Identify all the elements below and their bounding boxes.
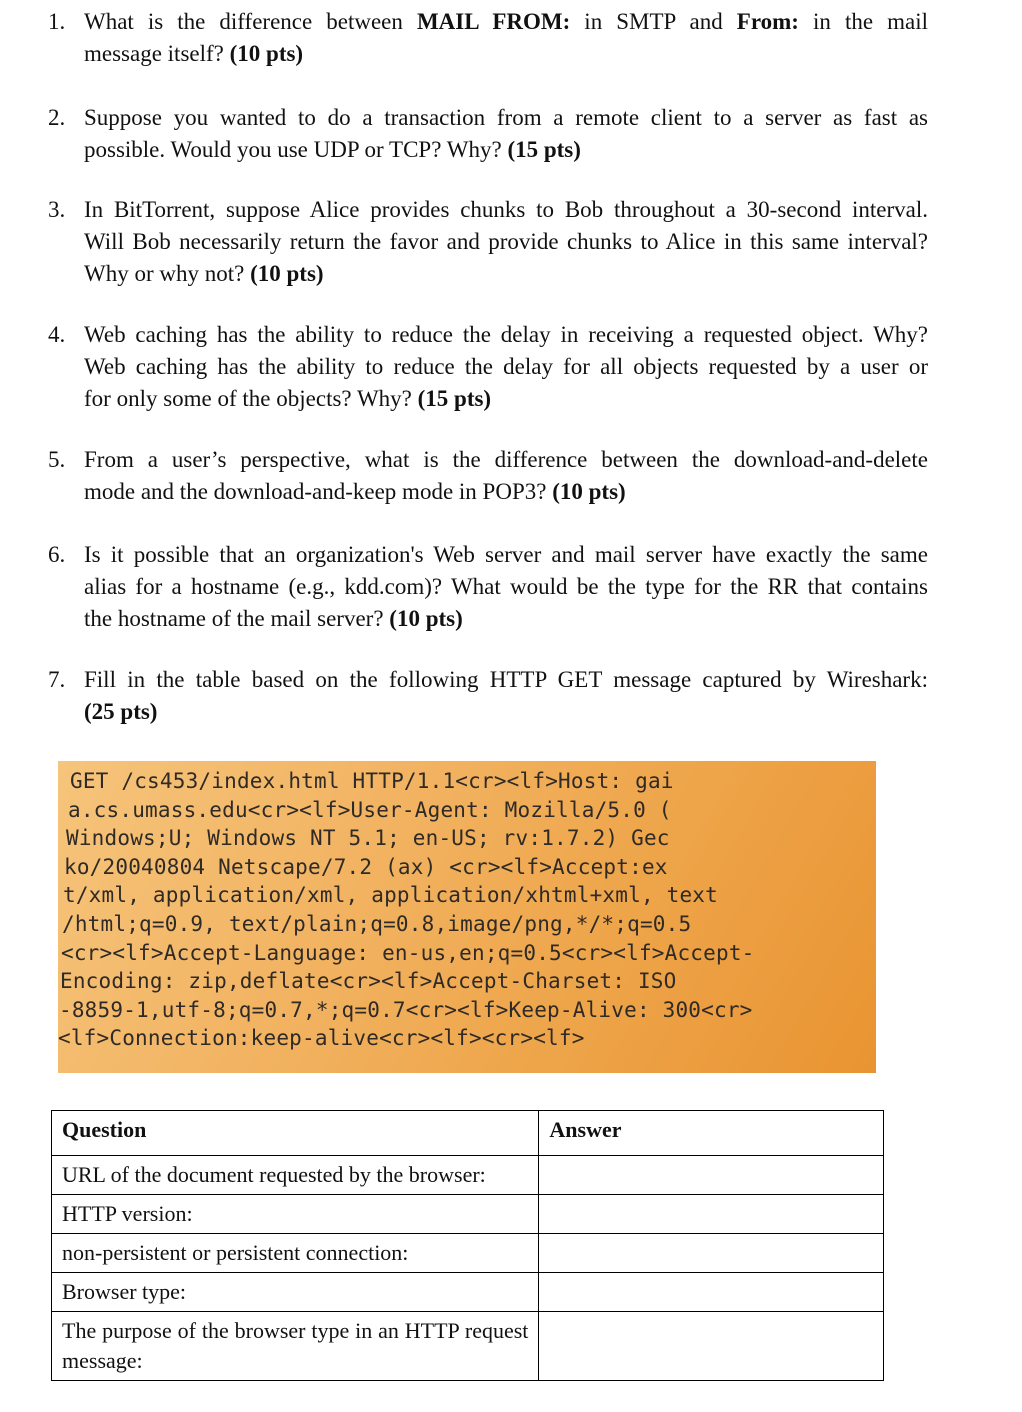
text-segment: in SMTP and (570, 9, 737, 34)
row-question: The purpose of the browser type in an HTTP request message: (52, 1312, 539, 1381)
capture-line: <cr><lf>Accept-Language: en-us,en;q=0.5<cr><lf>Accept- (61, 940, 755, 965)
question-text (84, 319, 928, 415)
question-line (84, 226, 928, 258)
wireshark-capture-photo (58, 761, 876, 1073)
question-text (84, 194, 928, 290)
text-segment: possible. Would you use UDP or TCP? Why? (84, 137, 508, 162)
answer-table-header (52, 1111, 884, 1156)
text-segment: the hostname of the mail server? (84, 606, 390, 631)
question-number: 5. (48, 447, 66, 472)
question-number: 2. (48, 105, 66, 130)
question-line (84, 664, 928, 696)
question-line (84, 476, 928, 508)
text-segment: Will Bob necessarily return the favor and provide chunks to Alice in this same interval? (84, 229, 928, 254)
header-question: Question (52, 1111, 539, 1156)
bold-text: From: (736, 9, 799, 34)
row-answer[interactable] (539, 1156, 884, 1195)
table-row (52, 1234, 884, 1273)
text-segment: for only some of the objects? Why? (84, 386, 418, 411)
question-line (84, 194, 928, 226)
question-text (84, 539, 928, 635)
text-segment: From a user’s perspective, what is the difference between the download-and-delete (84, 447, 928, 472)
row-answer[interactable] (539, 1234, 884, 1273)
bold-text: (25 pts) (84, 699, 158, 724)
bold-text: (10 pts) (389, 606, 463, 631)
question-4 (48, 319, 928, 415)
question-line (84, 539, 928, 571)
capture-line: Encoding: zip,deflate<cr><lf>Accept-Charset: ISO (60, 969, 677, 994)
question-line (84, 134, 928, 166)
capture-line: ko/20040804 Netscape/7.2 (ax) <cr><lf>Accept:ex (64, 854, 668, 879)
question-text (84, 102, 928, 166)
question-line (84, 38, 928, 70)
question-line (84, 603, 928, 635)
question-line (84, 444, 928, 476)
question-line (84, 258, 928, 290)
question-text (84, 6, 928, 70)
question-7 (48, 664, 928, 728)
bold-text: (15 pts) (507, 137, 581, 162)
answer-table (51, 1110, 884, 1381)
row-answer[interactable] (539, 1273, 884, 1312)
text-segment: in the mail (798, 9, 928, 34)
row-question: URL of the document requested by the browser: (52, 1156, 539, 1195)
row-answer[interactable] (539, 1195, 884, 1234)
row-question: Browser type: (52, 1273, 539, 1312)
question-number: 3. (48, 197, 66, 222)
question-number: 4. (48, 322, 66, 347)
question-3 (48, 194, 928, 290)
text-segment: Web caching has the ability to reduce the delay in receiving a requested object. Why? (84, 322, 928, 347)
text-segment: Is it possible that an organization's Web server and mail server have exactly the same (84, 542, 928, 567)
table-row (52, 1312, 884, 1381)
text-segment: In BitTorrent, suppose Alice provides chunks to Bob throughout a 30-second interval. (84, 197, 928, 222)
question-line (84, 383, 928, 415)
text-segment: Suppose you wanted to do a transaction from a remote client to a server as fast as (84, 105, 928, 130)
question-1 (48, 6, 928, 70)
header-answer: Answer (539, 1111, 884, 1156)
question-text (84, 664, 928, 728)
capture-line: a.cs.umass.edu<cr><lf>User-Agent: Mozilla/5.0 ( (68, 797, 672, 822)
question-line (84, 102, 928, 134)
text-segment: What is the difference between (84, 9, 417, 34)
capture-line: -8859-1,utf-8;q=0.7,*;q=0.7<cr><lf>Keep-Alive: 300<cr> (59, 997, 753, 1022)
text-segment: mode and the download-and-keep mode in POP3? (84, 479, 553, 504)
capture-line: GET /cs453/index.html HTTP/1.1<cr><lf>Host: gai (70, 769, 674, 793)
question-2 (48, 102, 928, 166)
table-row (52, 1156, 884, 1195)
question-line (84, 351, 928, 383)
bold-text: (10 pts) (250, 261, 324, 286)
text-segment: message itself? (84, 41, 230, 66)
bold-text: MAIL FROM: (416, 9, 571, 34)
bold-text: (10 pts) (552, 479, 626, 504)
capture-line: t/xml, application/xml, application/xhtml+xml, text (63, 883, 718, 908)
question-number: 7. (48, 667, 66, 692)
question-number: 1. (48, 9, 66, 34)
row-question: non-persistent or persistent connection: (52, 1234, 539, 1273)
capture-line: <lf>Connection:keep-alive<cr><lf><cr><lf> (58, 1026, 585, 1051)
question-6 (48, 539, 928, 635)
bold-text: (15 pts) (417, 386, 492, 411)
text-segment: Web caching has the ability to reduce the delay for all objects requested by a user or (84, 354, 928, 379)
capture-line: Windows;U; Windows NT 5.1; en-US; rv:1.7.2) Gec (66, 826, 670, 851)
row-question: HTTP version: (52, 1195, 539, 1234)
table-row (52, 1273, 884, 1312)
question-line (84, 571, 928, 603)
question-line (84, 696, 928, 728)
capture-line: /html;q=0.9, text/plain;q=0.8,image/png,*/*;q=0.5 (62, 912, 692, 936)
bold-text: (10 pts) (229, 41, 304, 66)
table-row (52, 1195, 884, 1234)
question-line (84, 319, 928, 351)
text-segment: Fill in the table based on the following HTTP GET message captured by Wireshark: (84, 667, 928, 692)
question-number: 6. (48, 542, 66, 567)
question-line (84, 6, 928, 38)
question-text (84, 444, 928, 508)
text-segment: alias for a hostname (e.g., kdd.com)? What would be the type for the RR that contains (84, 574, 928, 599)
row-answer[interactable] (539, 1312, 884, 1381)
question-5 (48, 444, 928, 508)
text-segment: Why or why not? (84, 261, 251, 286)
